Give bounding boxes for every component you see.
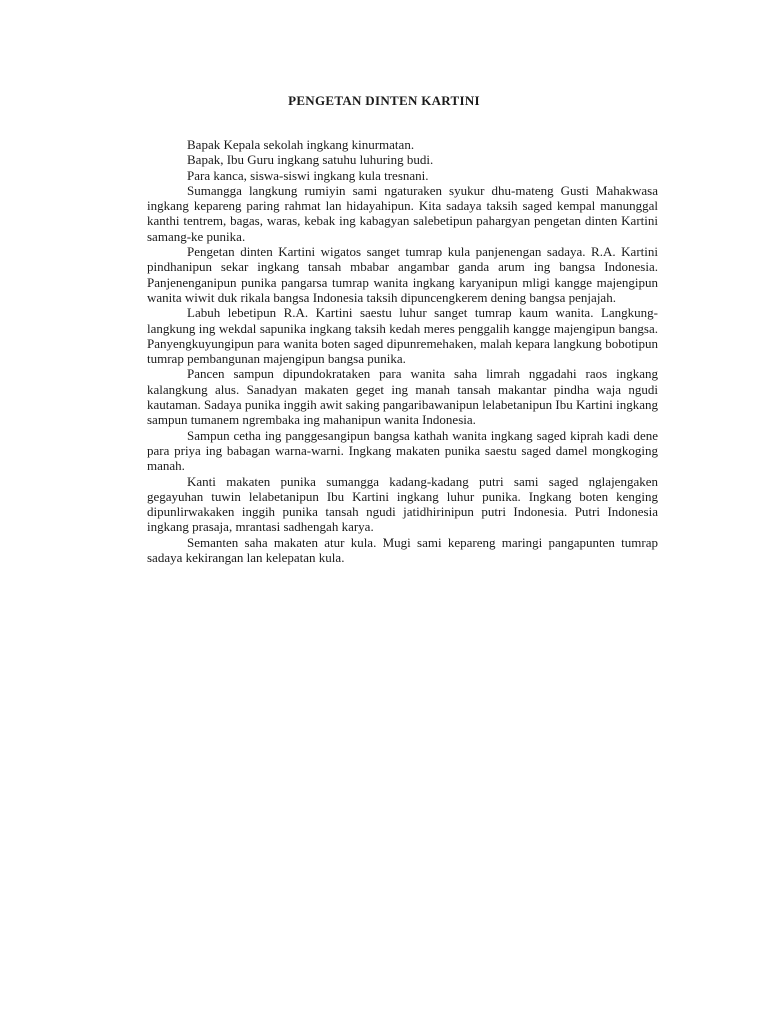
paragraph-character: Pancen sampun dipundokrataken para wanita saha limrah nggadahi raos ingkang kalangkung alus. Sanadyan makaten geget ing manah tansah makantar pindha waja ngudi kautaman. Sadaya punika inggih awit saking pangaribawanipun lelabetanipun Ibu Kartini ingkang sampun tumanem ngrembaka ing mahanipun wanita Indonesia. (147, 366, 658, 428)
document-body (147, 137, 658, 565)
paragraph-closing: Semanten saha makaten atur kula. Mugi sami kepareng maringi pangapunten tumrap sadaya kekirangan lan kelepatan kula. (147, 534, 658, 566)
greeting-students: Para kanca, siswa-siswi ingkang kula tresnani. (187, 167, 429, 183)
document-title: PENGETAN DINTEN KARTINI (288, 93, 480, 108)
paragraph-contribution: Labuh lebetipun R.A. Kartini saestu luhur sanget tumrap kaum wanita. Langkung-langkung ing wekdal sapunika ingkang taksih kedah meres penggalih kangge majengipun bangsa. Panyengkuyungipun para wanita boten saged dipunremehaken, malah kepara langkung bobotipun tumrap pembangunan majengipun bangsa punika. (147, 305, 658, 367)
paragraph-continuation: Kanti makaten punika sumangga kadang-kadang putri sami saged nglajengaken gegayuhan tuwin lelabetanipun Ibu Kartini ingkang luhur punika. Ingkang boten kenging dipunlirwakaken inggih punika tansah ngudi jatidhirinipun putri Indonesia. Putri Indonesia ingkang prasaja, mrantasi sadhengah karya. (147, 473, 658, 535)
greeting-teachers: Bapak, Ibu Guru ingkang satuhu luhuring budi. (187, 152, 434, 168)
greeting-principal: Bapak Kepala sekolah ingkang kinurmatan. (187, 137, 415, 152)
paragraph-gratitude: Sumangga langkung rumiyin sami ngaturaken syukur dhu-mateng Gusti Mahakwasa ingkang kepareng paring rahmat lan hidayahipun. Kita sadaya taksih saged kempal manunggal kanthi tentrem, bagas, waras, kebak ing kabagyan salebetipun pahargyan pengetan dinten Kartini samang-ke punika. (147, 182, 658, 244)
paragraph-importance: Pengetan dinten Kartini wigatos sanget tumrap kula panjenengan sadaya. R.A. Kartini pindhanipun sekar ingkang tansah mbabar angambar ganda arum ing bangsa Indonesia. Panjenenganipun punika pangarsa tumrap wanita ingkang karyanipun mligi kangge majengipun wanita wiwit duk rikala bangsa Indonesia taksih dipuncengkerem dening bangsa penjajah. (147, 244, 658, 305)
paragraph-role: Sampun cetha ing panggesangipun bangsa kathah wanita ingkang saged kiprah kadi dene para priya ing babagan warna-warni. Ingkang makaten punika saestu saged damel mongkoging manah. (147, 427, 658, 474)
